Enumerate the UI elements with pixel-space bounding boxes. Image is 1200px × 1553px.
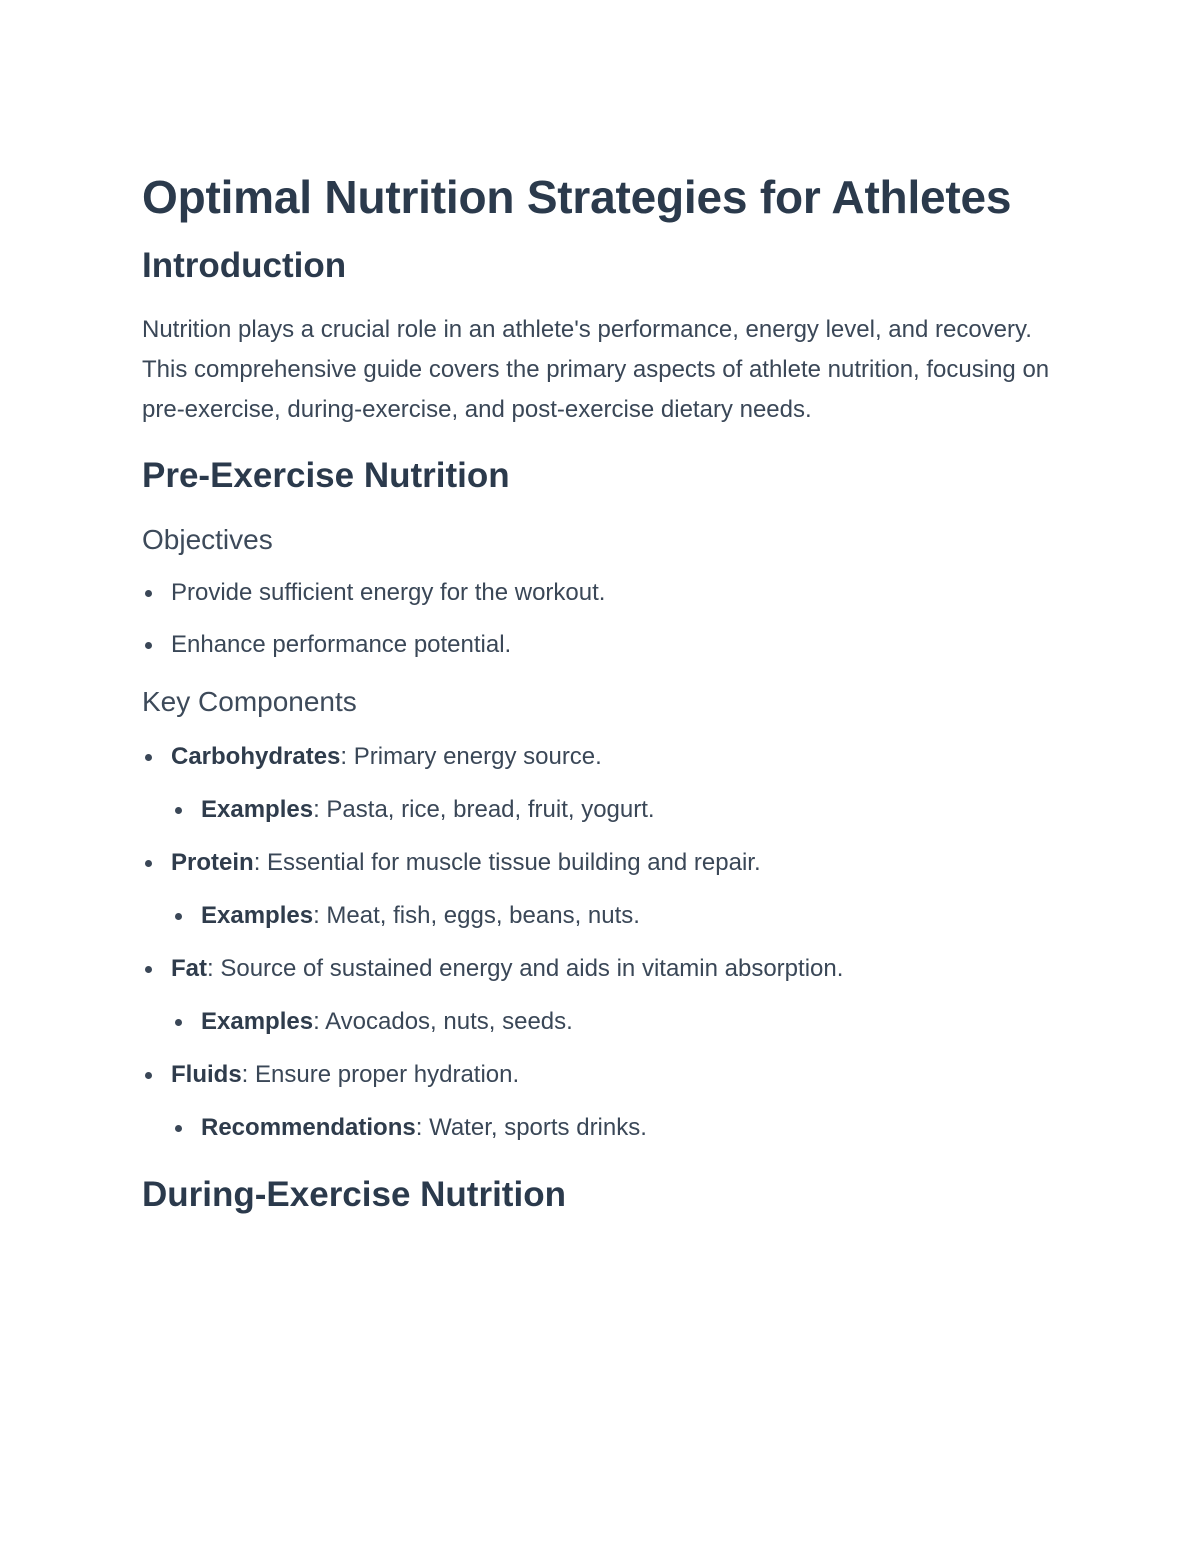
bullet-icon — [175, 1125, 182, 1132]
list-item: Fluids: Ensure proper hydration. — [142, 1060, 1062, 1090]
list-item: Recommendations: Water, sports drinks. — [142, 1113, 1062, 1143]
key-components-heading: Key Components — [142, 686, 357, 717]
item-text: Primary energy source. — [353, 743, 602, 770]
introduction-heading: Introduction — [142, 246, 347, 285]
during-exercise-heading: During-Exercise Nutrition — [142, 1175, 566, 1214]
list-item: Examples: Avocados, nuts, seeds. — [142, 1007, 1062, 1037]
item-text: Pasta, rice, bread, fruit, yogurt. — [326, 796, 655, 823]
bullet-icon — [145, 1072, 152, 1079]
pre-exercise-heading: Pre-Exercise Nutrition — [142, 456, 510, 495]
page-title: Optimal Nutrition Strategies for Athletes — [142, 171, 1012, 223]
list-item: Examples: Meat, fish, eggs, beans, nuts. — [142, 901, 1062, 931]
bullet-icon — [145, 860, 152, 867]
bullet-icon — [145, 590, 152, 597]
item-text: Water, sports drinks. — [429, 1114, 647, 1141]
list-item: Fat: Source of sustained energy and aids in vitamin absorption. — [142, 954, 1062, 984]
item-label: Examples — [201, 1008, 314, 1035]
list-item-text: Provide sufficient energy for the workout. — [171, 579, 606, 606]
item-text: Source of sustained energy and aids in vitamin absorption. — [220, 955, 844, 982]
item-label: Carbohydrates — [171, 743, 341, 770]
item-label: Fluids — [171, 1061, 242, 1088]
item-label: Recommendations — [201, 1114, 416, 1141]
bullet-icon — [175, 807, 182, 814]
item-label: Examples — [201, 902, 314, 929]
bullet-icon — [145, 754, 152, 761]
list-item: Examples: Pasta, rice, bread, fruit, yogurt. — [142, 795, 1062, 825]
item-label: Fat — [171, 955, 207, 982]
item-text: Avocados, nuts, seeds. — [325, 1008, 573, 1035]
introduction-text: Nutrition plays a crucial role in an athlete's performance, energy level, and recovery. This comprehensive guide covers the primary aspects of athlete nutrition, focusing on pre-exercise, during-exercise, and post-exercise dietary needs. — [142, 316, 1050, 423]
objectives-list — [142, 578, 1062, 660]
item-text: Ensure proper hydration. — [255, 1061, 520, 1088]
list-item — [142, 578, 1062, 608]
list-item: Carbohydrates: Primary energy source. — [142, 742, 1062, 772]
list-item — [142, 630, 1062, 660]
bullet-icon — [175, 1019, 182, 1026]
list-item-text: Enhance performance potential. — [171, 631, 512, 658]
item-text: Essential for muscle tissue building and repair. — [267, 849, 761, 876]
key-components-list — [142, 742, 1062, 1143]
list-item: Protein: Essential for muscle tissue building and repair. — [142, 848, 1062, 878]
objectives-heading: Objectives — [142, 524, 273, 555]
bullet-icon — [145, 642, 152, 649]
item-label: Examples — [201, 796, 314, 823]
item-label: Protein — [171, 849, 254, 876]
document-page — [142, 166, 1062, 1217]
bullet-icon — [175, 913, 182, 920]
item-text: Meat, fish, eggs, beans, nuts. — [326, 902, 640, 929]
bullet-icon — [145, 966, 152, 973]
